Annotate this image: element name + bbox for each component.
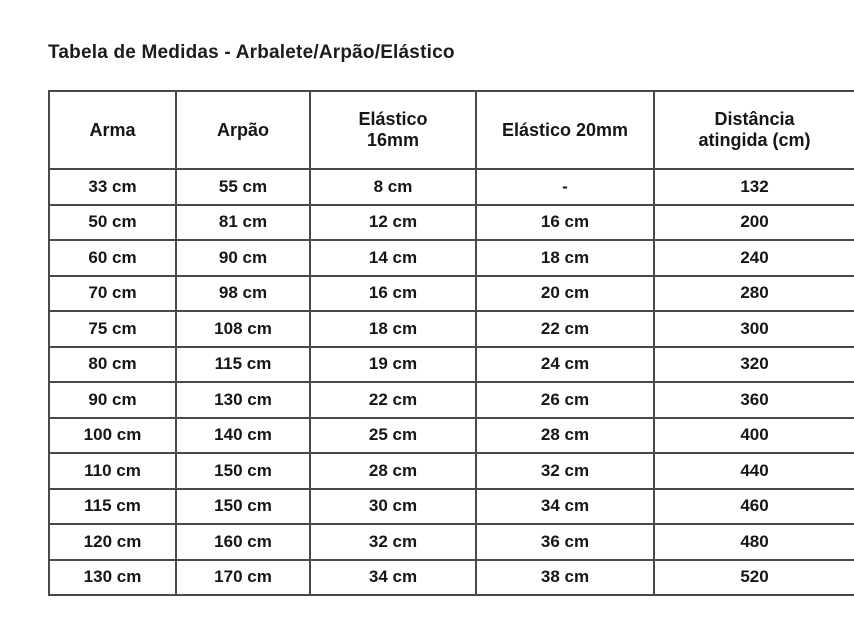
cell-arpao: 140 cm [176, 418, 310, 454]
table-row [49, 453, 854, 489]
cell-elastico-20mm: 20 cm [476, 276, 654, 312]
table-header [49, 91, 854, 169]
table-row [49, 524, 854, 560]
cell-elastico-20mm: 24 cm [476, 347, 654, 383]
page-title: Tabela de Medidas - Arbalete/Arpão/Elástico [48, 42, 455, 63]
cell-distancia: 520 [654, 560, 854, 596]
cell-distancia: 320 [654, 347, 854, 383]
column-header-distancia-line2: atingida (cm) [698, 130, 811, 150]
cell-elastico-16mm: 14 cm [310, 240, 476, 276]
cell-elastico-20mm: 22 cm [476, 311, 654, 347]
cell-distancia: 400 [654, 418, 854, 454]
cell-elastico-16mm: 8 cm [310, 169, 476, 205]
cell-elastico-20mm: 18 cm [476, 240, 654, 276]
column-header-arma-line1: Arma [89, 119, 136, 140]
table-row [49, 489, 854, 525]
column-header-elastico-16mm-line1: Elástico [358, 109, 428, 130]
cell-distancia: 360 [654, 382, 854, 418]
cell-distancia: 460 [654, 489, 854, 525]
cell-arma: 110 cm [49, 453, 176, 489]
column-header-arpao [176, 91, 310, 169]
cell-elastico-20mm: 28 cm [476, 418, 654, 454]
cell-arpao: 160 cm [176, 524, 310, 560]
cell-arma: 80 cm [49, 347, 176, 383]
table-body [49, 169, 854, 595]
cell-elastico-20mm: 38 cm [476, 560, 654, 596]
table-row [49, 205, 854, 241]
cell-arma: 60 cm [49, 240, 176, 276]
table-row [49, 240, 854, 276]
cell-elastico-20mm: 32 cm [476, 453, 654, 489]
cell-arma: 130 cm [49, 560, 176, 596]
table-header-row [49, 91, 854, 169]
cell-arma: 50 cm [49, 205, 176, 241]
cell-elastico-20mm: 36 cm [476, 524, 654, 560]
cell-arpao: 108 cm [176, 311, 310, 347]
cell-distancia: 440 [654, 453, 854, 489]
cell-elastico-16mm: 22 cm [310, 382, 476, 418]
cell-elastico-20mm: - [476, 169, 654, 205]
table-row [49, 382, 854, 418]
cell-arpao: 150 cm [176, 489, 310, 525]
table-row [49, 560, 854, 596]
cell-arpao: 90 cm [176, 240, 310, 276]
cell-arpao: 115 cm [176, 347, 310, 383]
column-header-elastico-16mm [310, 91, 476, 169]
cell-arma: 120 cm [49, 524, 176, 560]
column-header-elastico-20mm-line1: Elástico 20mm [501, 119, 629, 140]
cell-arma: 90 cm [49, 382, 176, 418]
cell-elastico-20mm: 16 cm [476, 205, 654, 241]
cell-elastico-20mm: 26 cm [476, 382, 654, 418]
column-header-distancia-atingida [654, 91, 854, 169]
column-header-arma [49, 91, 176, 169]
cell-arma: 33 cm [49, 169, 176, 205]
cell-elastico-16mm: 16 cm [310, 276, 476, 312]
column-header-elastico-16mm-line2: 16mm [366, 130, 420, 150]
cell-arpao: 150 cm [176, 453, 310, 489]
cell-elastico-16mm: 32 cm [310, 524, 476, 560]
cell-elastico-20mm: 34 cm [476, 489, 654, 525]
cell-arma: 70 cm [49, 276, 176, 312]
column-header-distancia-line1: Distância [714, 109, 795, 130]
cell-distancia: 280 [654, 276, 854, 312]
cell-arpao: 170 cm [176, 560, 310, 596]
cell-arpao: 81 cm [176, 205, 310, 241]
table-row [49, 276, 854, 312]
cell-elastico-16mm: 28 cm [310, 453, 476, 489]
cell-arpao: 55 cm [176, 169, 310, 205]
column-header-arpao-line1: Arpão [216, 119, 269, 140]
cell-distancia: 132 [654, 169, 854, 205]
cell-arma: 75 cm [49, 311, 176, 347]
measurements-table-container [48, 90, 811, 596]
measurements-table [48, 90, 854, 596]
column-header-elastico-20mm [476, 91, 654, 169]
cell-arpao: 98 cm [176, 276, 310, 312]
cell-distancia: 200 [654, 205, 854, 241]
table-row [49, 311, 854, 347]
cell-elastico-16mm: 30 cm [310, 489, 476, 525]
cell-distancia: 480 [654, 524, 854, 560]
table-row [49, 418, 854, 454]
cell-elastico-16mm: 34 cm [310, 560, 476, 596]
cell-distancia: 240 [654, 240, 854, 276]
cell-distancia: 300 [654, 311, 854, 347]
cell-arma: 115 cm [49, 489, 176, 525]
cell-arpao: 130 cm [176, 382, 310, 418]
cell-elastico-16mm: 18 cm [310, 311, 476, 347]
table-row [49, 347, 854, 383]
cell-elastico-16mm: 19 cm [310, 347, 476, 383]
cell-arma: 100 cm [49, 418, 176, 454]
table-row [49, 169, 854, 205]
cell-elastico-16mm: 12 cm [310, 205, 476, 241]
cell-elastico-16mm: 25 cm [310, 418, 476, 454]
